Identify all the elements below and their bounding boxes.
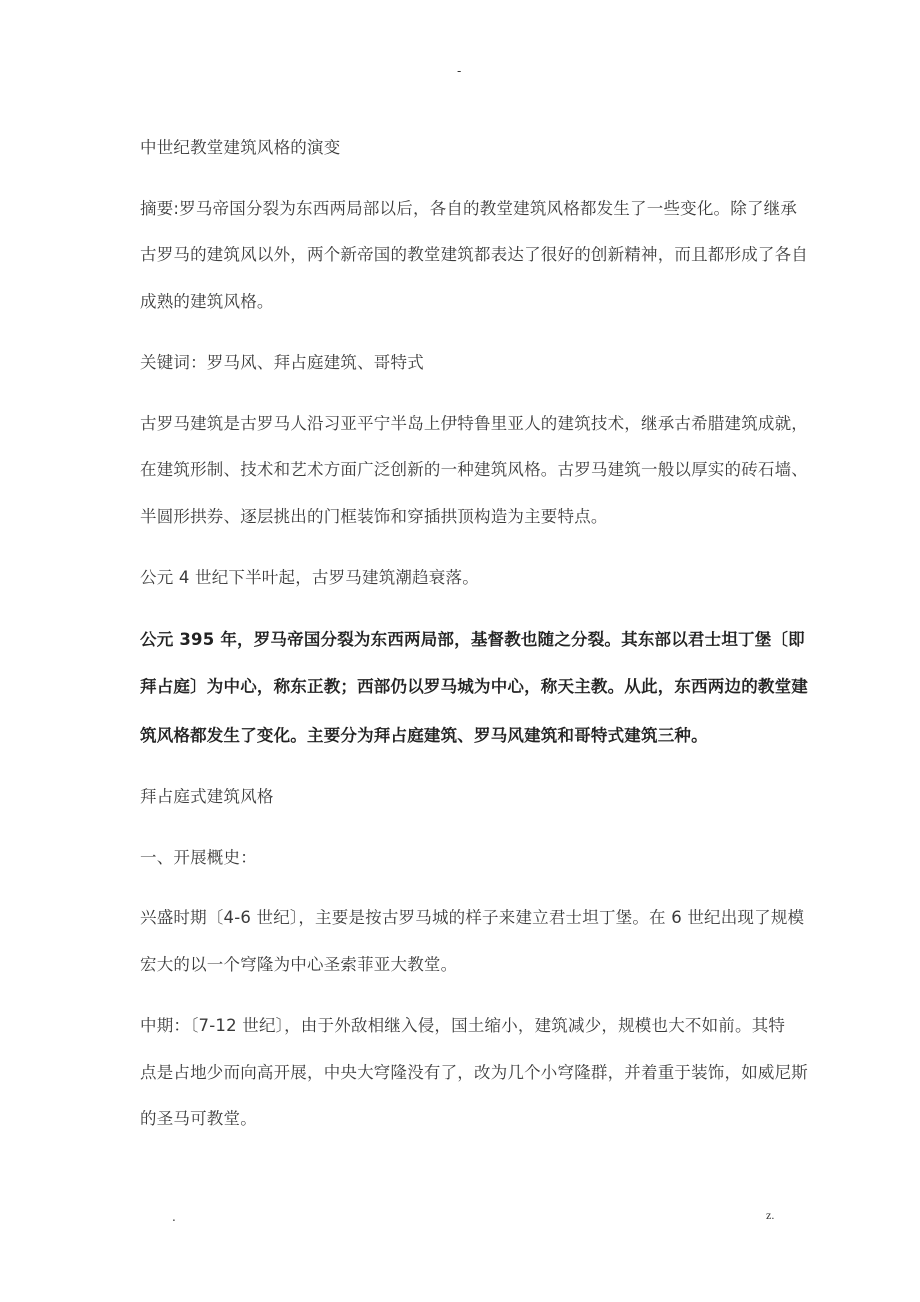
paragraph-line: 古罗马建筑是古罗马人沿习亚平宁半岛上伊特鲁里亚人的建筑技术，继承古希腊建筑成就， [140, 414, 808, 433]
bold-paragraph-line: 筑风格都发生了变化。主要分为拜占庭建筑、罗马风建筑和哥特式建筑三种。 [140, 726, 708, 745]
bold-paragraph-line: 拜占庭〕为中心，称东正教；西部仍以罗马城为中心，称天主教。从此，东西两边的教堂建 [140, 677, 808, 696]
footer-left-mark: . [172, 1210, 176, 1224]
paragraph-line: 点是占地少而向高开展，中央大穹隆没有了，改为几个小穹隆群，并着重于装饰，如威尼斯 [140, 1063, 808, 1082]
abstract-line: 摘要:罗马帝国分裂为东西两局部以后，各自的教堂建筑风格都发生了一些变化。除了继承 [140, 199, 798, 218]
bold-paragraph-line: 公元 395 年，罗马帝国分裂为东西两局部，基督教也随之分裂。其东部以君士坦丁堡〔即 [140, 630, 805, 649]
abstract-line: 成熟的建筑风格。 [140, 292, 274, 311]
paragraph-line: 公元 4 世纪下半叶起，古罗马建筑潮趋衰落。 [140, 568, 479, 587]
page-header-mark: - [457, 64, 462, 78]
paragraph-line: 中期：〔7-12 世纪〕，由于外敌相继入侵，国土缩小，建筑减少，规模也大不如前。其特 [140, 1016, 786, 1035]
paragraph-line: 半圆形拱券、逐层挑出的门框装饰和穿插拱顶构造为主要特点。 [140, 507, 608, 526]
section-heading: 拜占庭式建筑风格 [140, 787, 274, 806]
document-title: 中世纪教堂建筑风格的演变 [140, 138, 341, 157]
paragraph-line: 宏大的以一个穹隆为中心圣索菲亚大教堂。 [140, 955, 458, 974]
subheading: 一、开展概史： [140, 848, 257, 867]
paragraph-line: 的圣马可教堂。 [140, 1109, 257, 1128]
abstract-line: 古罗马的建筑风以外，两个新帝国的教堂建筑都表达了很好的创新精神，而且都形成了各自 [140, 245, 808, 264]
paragraph-line: 在建筑形制、技术和艺术方面广泛创新的一种建筑风格。古罗马建筑一般以厚实的砖石墙、 [140, 460, 808, 479]
keywords: 关键词：罗马风、拜占庭建筑、哥特式 [140, 353, 424, 372]
footer-right-mark: z. [766, 1208, 775, 1222]
paragraph-line: 兴盛时期〔4-6 世纪〕，主要是按古罗马城的样子来建立君士坦丁堡。在 6 世纪出现了规模 [140, 908, 805, 927]
